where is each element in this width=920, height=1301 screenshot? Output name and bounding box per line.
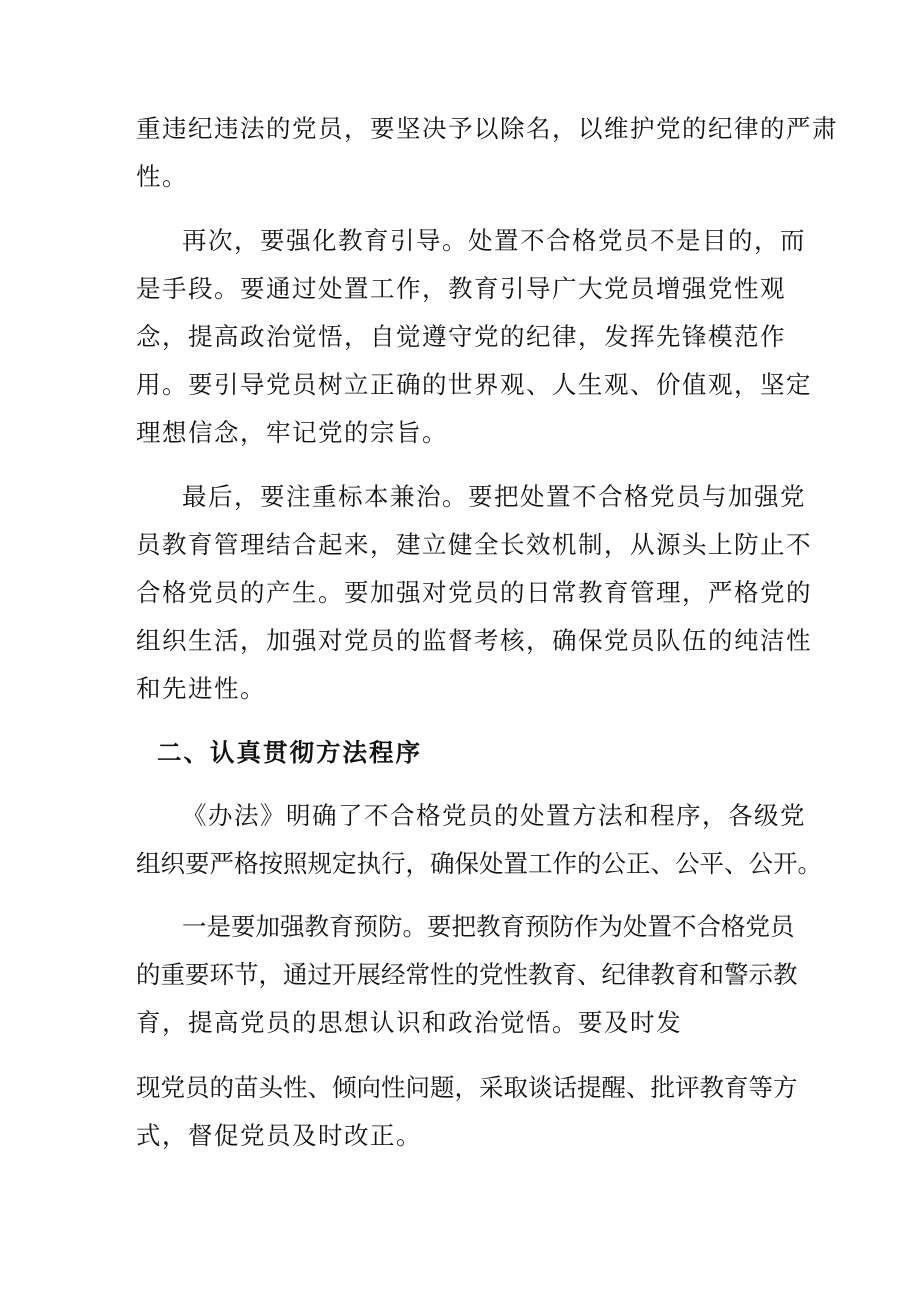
paragraph-line: 合格党员的产生。要加强对党员的日常教育管理，严格党的	[136, 578, 812, 607]
paragraph-line: 和先进性。	[136, 674, 266, 703]
paragraph-line: 的重要环节，通过开展经常性的党性教育、纪律教育和警示教	[136, 960, 798, 989]
paragraph-line: 用。要引导党员树立正确的世界观、人生观、价值观，坚定	[136, 370, 812, 399]
paragraph-line: 一是要加强教育预防。要把教育预防作为处置不合格党员	[182, 912, 795, 941]
paragraph-line: 组织要严格按照规定执行，确保处置工作的公正、公平、公开。	[136, 849, 822, 878]
paragraph-line: 最后，要注重标本兼治。要把处置不合格党员与加强党	[182, 482, 806, 511]
paragraph-line: 式，督促党员及时改正。	[136, 1121, 422, 1150]
paragraph-line: 组织生活，加强对党员的监督考核，确保党员队伍的纯洁性	[136, 626, 812, 655]
paragraph-line: 理想信念，牢记党的宗旨。	[136, 418, 448, 447]
paragraph-line: 现党员的苗头性、倾向性问题，采取谈话提醒、批评教育等方	[136, 1073, 798, 1102]
paragraph-line: 性。	[136, 162, 188, 191]
paragraph-line: 重违纪违法的党员，要坚决予以除名，以维护党的纪律的严肃	[136, 114, 838, 143]
paragraph-line: 员教育管理结合起来，建立健全长效机制，从源头上防止不	[136, 530, 812, 559]
paragraph-line: 再次，要强化教育引导。处置不合格党员不是目的，而	[182, 226, 806, 255]
paragraph-line: 育，提高党员的思想认识和政治觉悟。要及时发	[136, 1008, 682, 1037]
paragraph-line: 是手段。要通过处置工作，教育引导广大党员增强党性观	[136, 274, 786, 303]
paragraph-line: 《办法》明确了不合格党员的处置方法和程序，各级党	[182, 801, 806, 830]
paragraph-line: 念，提高政治觉悟，自觉遵守党的纪律，发挥先锋模范作	[136, 322, 786, 351]
section-heading: 二、认真贯彻方法程序	[157, 738, 422, 767]
